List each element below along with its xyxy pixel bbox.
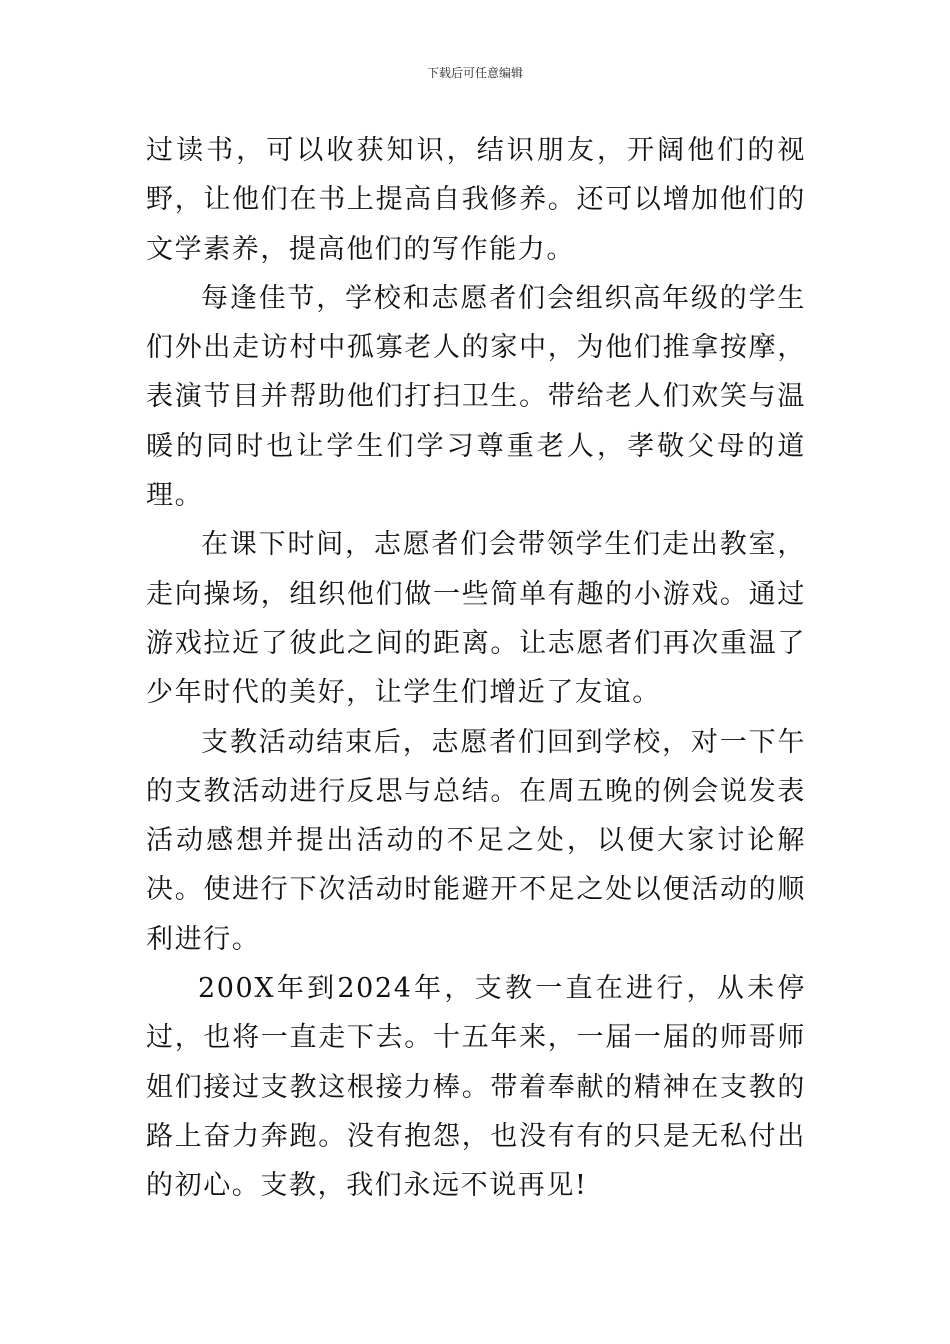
paragraph-2: 每逢佳节，学校和志愿者们会组织高年级的学生们外出走访村中孤寡老人的家中，为他们推拿按摩，表演节目并帮助他们打扫卫生。带给老人们欢笑与温暖的同时也让学生们学习尊重老人，孝敬父母的道理。 (146, 282, 806, 512)
paragraph-3: 在课下时间，志愿者们会带领学生们走出教室，走向操场，组织他们做一些简单有趣的小游戏。通过游戏拉近了彼此之间的距离。让志愿者们再次重温了少年时代的美好，让学生们增近了友谊。 (146, 529, 806, 709)
paragraph-5: 200X年到2024年，支教一直在进行，从未停过，也将一直走下去。十五年来，一届一届的师哥师姐们接过支教这根接力棒。带着奉献的精神在支教的路上奋力奔跑。没有抱怨，也没有有的只是无私付出的初心。支教，我们永远不说再见! (146, 973, 806, 1202)
page-header-note: 下载后可任意编辑 (426, 66, 523, 80)
paragraph-1: 过读书，可以收获知识，结识朋友，开阔他们的视野，让他们在书上提高自我修养。还可以增加他们的文学素养，提高他们的写作能力。 (146, 135, 806, 265)
paragraph-4: 支教活动结束后，志愿者们回到学校，对一下午的支教活动进行反思与总结。在周五晚的例会说发表活动感想并提出活动的不足之处，以便大家讨论解决。使进行下次活动时能避开不足之处以便活动的顺利进行。 (146, 726, 806, 955)
document-body (146, 126, 806, 1211)
